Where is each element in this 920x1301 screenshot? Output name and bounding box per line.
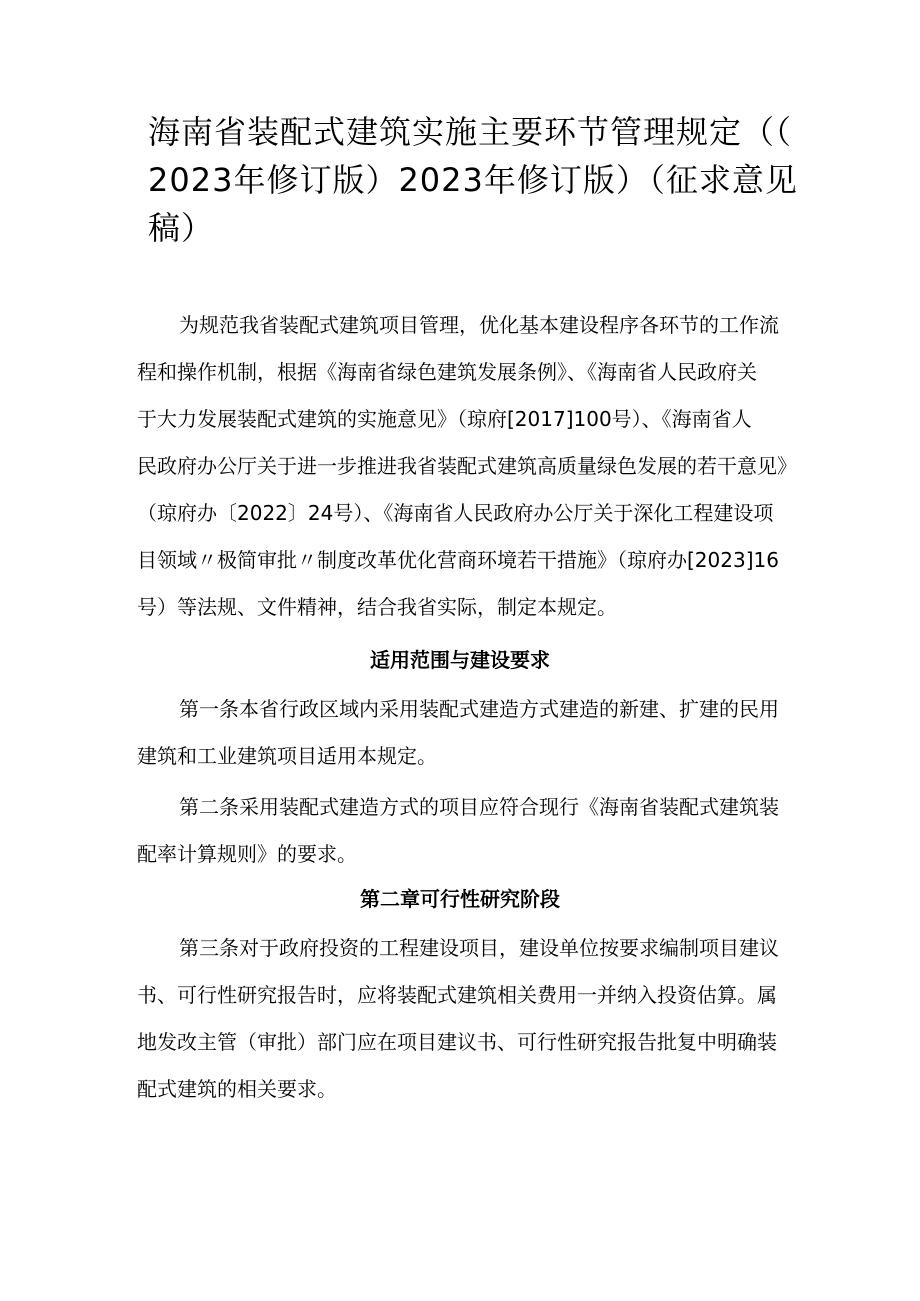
paragraph-line: 民政府办公厅关于进一步推进我省装配式建筑高质量绿色发展的若干意见》: [137, 454, 797, 478]
paragraph-line: 配率计算规则》的要求。: [137, 842, 357, 866]
paragraph-line: 地发改主管（审批）部门应在项目建议书、可行性研究报告批复中明确装: [137, 1030, 777, 1054]
paragraph-line: 配式建筑的相关要求。: [137, 1077, 337, 1101]
paragraph-line: 书、可行性研究报告时，应将装配式建筑相关费用一并纳入投资估算。属: [137, 983, 777, 1007]
article-2-paragraph: [137, 784, 785, 878]
paragraph-line: 第三条对于政府投资的工程建设项目，建设单位按要求编制项目建议: [179, 936, 779, 960]
title-line: 2023年修订版）2023年修订版）（征求意见: [148, 161, 798, 199]
document-title: [148, 108, 798, 252]
paragraph-line: 为规范我省装配式建筑项目管理，优化基本建设程序各环节的工作流: [179, 313, 779, 337]
title-line: 海南省装配式建筑实施主要环节管理规定（（: [148, 113, 793, 151]
title-line: 稿）: [148, 209, 215, 247]
paragraph-line: 号）等法规、文件精神，结合我省实际，制定本规定。: [137, 595, 617, 619]
paragraph-line: 建筑和工业建筑项目适用本规定。: [137, 744, 437, 768]
paragraph-line: 目领域〃极简审批〃制度改革优化营商环境若干措施》（琼府办[2023]16: [137, 548, 779, 572]
article-1-paragraph: [137, 686, 785, 780]
paragraph-line: 第二条采用装配式建造方式的项目应符合现行《海南省装配式建筑装: [179, 795, 779, 819]
paragraph-line: （琼府办〔2022〕24号）、《海南省人民政府办公厅关于深化工程建设项: [137, 501, 774, 525]
paragraph-line: 程和操作机制，根据《海南省绿色建筑发展条例》、《海南省人民政府关: [137, 360, 757, 384]
paragraph-line: 第一条本省行政区域内采用装配式建造方式建造的新建、扩建的民用: [179, 697, 779, 721]
section-heading-scope: 适用范围与建设要求: [370, 648, 550, 672]
section-heading-feasibility: 第二章可行性研究阶段: [360, 887, 560, 911]
paragraph-line: 于大力发展装配式建筑的实施意见》（琼府[2017]100号）、《海南省人: [137, 407, 752, 431]
article-3-paragraph: [137, 925, 785, 1113]
preamble-paragraph: [137, 302, 797, 631]
